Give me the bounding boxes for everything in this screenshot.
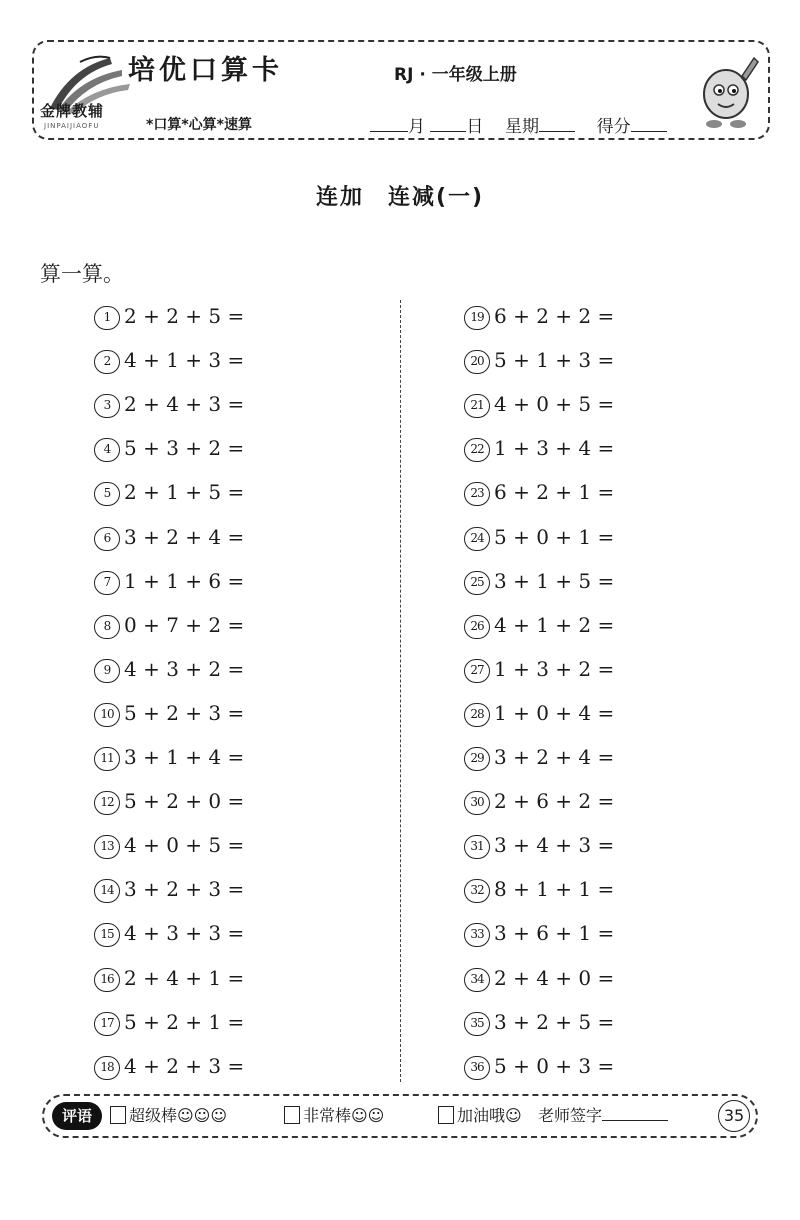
option-label: 超级棒☺☺☺	[129, 1106, 228, 1125]
problem-number: 34	[464, 968, 490, 992]
problem-expression: 4 + 0 + 5 =	[494, 392, 615, 416]
problem-item	[464, 1008, 614, 1036]
problem-number: 27	[464, 659, 490, 683]
problem-item	[464, 831, 614, 859]
problem-expression: 4 + 2 + 3 =	[124, 1054, 245, 1078]
problem-item	[94, 1008, 244, 1036]
problem-number: 12	[94, 791, 120, 815]
problem-number: 14	[94, 879, 120, 903]
day-blank[interactable]	[430, 117, 466, 132]
problem-number: 31	[464, 835, 490, 859]
brand-sub: JINPAIJIAOFU	[44, 122, 100, 130]
month-label: 月	[408, 117, 425, 137]
problem-number: 11	[94, 747, 120, 771]
problem-expression: 0 + 7 + 2 =	[124, 613, 245, 637]
problem-number: 19	[464, 306, 490, 330]
problem-number: 10	[94, 703, 120, 727]
problem-number: 35	[464, 1012, 490, 1036]
problem-number: 7	[94, 571, 120, 595]
problem-expression: 3 + 2 + 4 =	[124, 525, 245, 549]
problem-number: 2	[94, 350, 120, 374]
problem-number: 32	[464, 879, 490, 903]
problem-expression: 2 + 4 + 1 =	[124, 966, 245, 990]
checkbox[interactable]	[438, 1106, 454, 1124]
problem-item	[464, 787, 614, 815]
problem-expression: 5 + 2 + 3 =	[124, 701, 245, 725]
problem-item	[464, 434, 614, 462]
problem-number: 18	[94, 1056, 120, 1080]
problem-number: 17	[94, 1012, 120, 1036]
problem-expression: 6 + 2 + 2 =	[494, 304, 615, 328]
problem-item	[94, 964, 244, 992]
problem-expression: 4 + 3 + 2 =	[124, 657, 245, 681]
option-super[interactable]	[110, 1104, 227, 1128]
problem-number: 30	[464, 791, 490, 815]
problem-item	[94, 434, 244, 462]
problem-item	[94, 655, 244, 683]
problem-number: 33	[464, 923, 490, 947]
day-label: 日	[466, 117, 484, 137]
option-very-good[interactable]	[284, 1104, 384, 1128]
problem-number: 4	[94, 438, 120, 462]
option-keep-going[interactable]	[438, 1104, 522, 1128]
problem-item	[94, 390, 244, 418]
problem-item	[464, 964, 614, 992]
problem-expression: 6 + 2 + 1 =	[494, 480, 615, 504]
problem-expression: 5 + 3 + 2 =	[124, 436, 245, 460]
problem-expression: 3 + 1 + 4 =	[124, 745, 245, 769]
problem-number: 28	[464, 703, 490, 727]
problem-item	[464, 567, 614, 595]
problem-expression: 2 + 1 + 5 =	[124, 480, 245, 504]
problem-item	[94, 875, 244, 903]
problem-item	[94, 1052, 244, 1080]
problem-expression: 3 + 4 + 3 =	[494, 833, 615, 857]
problem-number: 20	[464, 350, 490, 374]
grade-label: RJ · 一年级上册	[394, 65, 517, 85]
problem-number: 23	[464, 482, 490, 506]
problem-expression: 1 + 3 + 2 =	[494, 657, 615, 681]
problem-number: 36	[464, 1056, 490, 1080]
section-title: 连加 连减(一)	[315, 185, 485, 210]
subtitle: *口算*心算*速算	[146, 117, 252, 133]
mascot-icon	[692, 48, 762, 134]
problem-expression: 2 + 4 + 0 =	[494, 966, 615, 990]
problem-item	[94, 523, 244, 551]
problem-expression: 1 + 3 + 4 =	[494, 436, 615, 460]
problem-expression: 4 + 1 + 3 =	[124, 348, 245, 372]
problem-item	[464, 875, 614, 903]
problem-expression: 3 + 2 + 5 =	[494, 1010, 615, 1034]
problem-expression: 1 + 1 + 6 =	[124, 569, 245, 593]
problem-item	[464, 523, 614, 551]
signature-blank[interactable]	[602, 1106, 668, 1121]
problem-item	[464, 346, 614, 374]
problem-expression: 5 + 0 + 1 =	[494, 525, 615, 549]
comment-badge: 评语	[52, 1102, 102, 1130]
instruction: 算一算。	[40, 262, 124, 286]
problem-item	[94, 478, 244, 506]
brand-name: 金牌教辅	[40, 102, 105, 120]
problem-item	[464, 390, 614, 418]
problem-expression: 5 + 1 + 3 =	[494, 348, 615, 372]
problem-number: 5	[94, 482, 120, 506]
problem-number: 22	[464, 438, 490, 462]
footer-comment-bar	[42, 1094, 758, 1138]
problem-expression: 5 + 2 + 0 =	[124, 789, 245, 813]
problem-item	[94, 611, 244, 639]
problem-item	[464, 919, 614, 947]
checkbox[interactable]	[110, 1106, 126, 1124]
problem-number: 15	[94, 923, 120, 947]
problem-expression: 2 + 2 + 5 =	[124, 304, 245, 328]
checkbox[interactable]	[284, 1106, 300, 1124]
page-number: 35	[718, 1100, 750, 1132]
problem-number: 9	[94, 659, 120, 683]
problem-expression: 3 + 1 + 5 =	[494, 569, 615, 593]
problem-expression: 2 + 6 + 2 =	[494, 789, 615, 813]
problem-number: 13	[94, 835, 120, 859]
date-score-fields	[370, 112, 667, 137]
problem-number: 6	[94, 527, 120, 551]
problem-item	[464, 699, 614, 727]
problem-expression: 3 + 2 + 4 =	[494, 745, 615, 769]
problem-item	[94, 346, 244, 374]
problem-number: 29	[464, 747, 490, 771]
problem-item	[464, 478, 614, 506]
problem-expression: 8 + 1 + 1 =	[494, 877, 615, 901]
column-divider	[400, 300, 401, 1082]
problem-item	[94, 919, 244, 947]
problem-number: 1	[94, 306, 120, 330]
problem-item	[464, 655, 614, 683]
problem-expression: 4 + 3 + 3 =	[124, 921, 245, 945]
problem-number: 26	[464, 615, 490, 639]
teacher-signature	[538, 1104, 668, 1128]
problem-expression: 1 + 0 + 4 =	[494, 701, 615, 725]
signature-label: 老师签字	[538, 1106, 603, 1125]
option-label: 非常棒☺☺	[303, 1106, 385, 1125]
weekday-label: 星期	[505, 117, 540, 137]
problem-expression: 3 + 2 + 3 =	[124, 877, 245, 901]
option-label: 加油哦☺	[457, 1106, 522, 1125]
page-title: 培优口算卡	[128, 55, 283, 86]
problem-expression: 4 + 0 + 5 =	[124, 833, 245, 857]
problem-item	[94, 302, 244, 330]
problem-number: 16	[94, 968, 120, 992]
problem-expression: 4 + 1 + 2 =	[494, 613, 615, 637]
score-label: 得分	[596, 117, 631, 137]
problem-item	[464, 743, 614, 771]
header-banner	[32, 40, 770, 140]
problem-number: 21	[464, 394, 490, 418]
problem-expression: 3 + 6 + 1 =	[494, 921, 615, 945]
problem-item	[94, 699, 244, 727]
problem-item	[94, 787, 244, 815]
problem-item	[464, 302, 614, 330]
problem-item	[94, 831, 244, 859]
score-blank[interactable]	[631, 117, 667, 132]
problem-number: 3	[94, 394, 120, 418]
problem-item	[94, 567, 244, 595]
problem-expression: 2 + 4 + 3 =	[124, 392, 245, 416]
problem-item	[464, 1052, 614, 1080]
problem-item	[464, 611, 614, 639]
problem-expression: 5 + 0 + 3 =	[494, 1054, 615, 1078]
weekday-blank[interactable]	[539, 117, 575, 132]
problem-expression: 5 + 2 + 1 =	[124, 1010, 245, 1034]
problem-number: 25	[464, 571, 490, 595]
problem-number: 24	[464, 527, 490, 551]
problem-number: 8	[94, 615, 120, 639]
month-blank[interactable]	[370, 117, 408, 132]
problem-item	[94, 743, 244, 771]
